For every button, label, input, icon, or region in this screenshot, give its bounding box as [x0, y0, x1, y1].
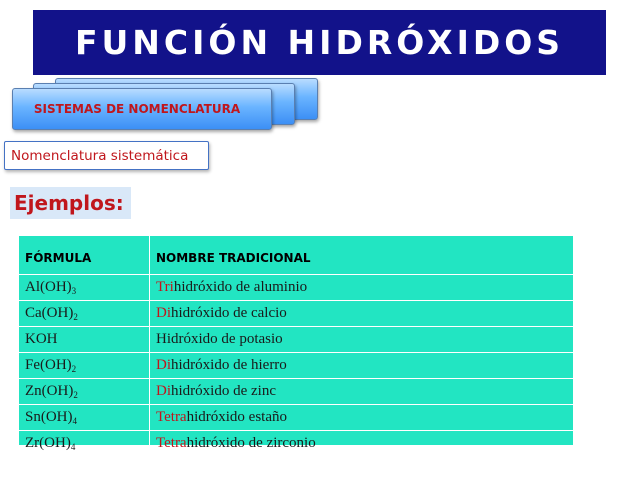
- name-cell: [150, 379, 574, 405]
- table-body: [19, 275, 573, 457]
- table-row: [19, 431, 573, 457]
- formula-base: Sn(OH): [25, 409, 73, 425]
- table-row: [19, 379, 573, 405]
- formula-subscript: 2: [71, 364, 77, 374]
- name-cell: [150, 301, 574, 327]
- name-rest: hidróxido de aluminio: [173, 279, 308, 295]
- name-prefix: Di: [156, 305, 171, 321]
- page-title: FUNCIÓN HIDRÓXIDOS: [74, 23, 565, 62]
- formula-subscript: 3: [71, 286, 77, 296]
- formula-base: Al(OH): [25, 279, 72, 295]
- formula-cell: [19, 327, 150, 353]
- nav-card-front[interactable]: [12, 88, 272, 130]
- name-prefix: Tetra: [156, 435, 187, 451]
- subtitle-box: [4, 141, 209, 170]
- name-cell: [150, 275, 574, 301]
- name-cell: [150, 405, 574, 431]
- formula-subscript: 4: [70, 442, 76, 452]
- formula-subscript: 4: [72, 416, 77, 426]
- formula-base: KOH: [25, 331, 58, 347]
- name-rest: hidróxido de calcio: [171, 305, 287, 321]
- formula-cell: [19, 431, 150, 457]
- formula-base: Fe(OH): [25, 357, 72, 373]
- header-formula: FÓRMULA: [19, 236, 150, 275]
- name-prefix: Di: [156, 357, 171, 373]
- hydroxides-table: [19, 236, 573, 452]
- formula-base: Zr(OH): [25, 435, 71, 451]
- examples-box: [10, 187, 131, 219]
- formula-base: Ca(OH): [25, 305, 74, 321]
- subtitle: Nomenclatura sistemática: [11, 147, 189, 164]
- formula-subscript: 2: [73, 312, 78, 322]
- name-rest: hidróxido estaño: [186, 409, 287, 425]
- name-cell: [150, 327, 574, 353]
- formula-subscript: 2: [73, 390, 78, 400]
- name-prefix: Tri: [156, 279, 174, 295]
- name-rest: Hidróxido de potasio: [156, 331, 283, 347]
- table-row: [19, 353, 573, 379]
- table-row: [19, 405, 573, 431]
- formula-cell: [19, 353, 150, 379]
- nav-card-label: SISTEMAS DE NOMENCLATURA: [33, 102, 241, 116]
- table-header-row: [19, 236, 573, 275]
- name-prefix: Di: [156, 383, 171, 399]
- formula-cell: [19, 405, 150, 431]
- name-rest: hidróxido de hierro: [171, 357, 287, 373]
- table-row: [19, 327, 573, 353]
- table-row: [19, 301, 573, 327]
- header-traditional-name: NOMBRE TRADICIONAL: [150, 236, 574, 275]
- examples-label: Ejemplos:: [14, 191, 124, 215]
- formula-cell: [19, 379, 150, 405]
- name-cell: [150, 353, 574, 379]
- name-rest: hidróxido de zirconio: [186, 435, 316, 451]
- formula-base: Zn(OH): [25, 383, 74, 399]
- formula-cell: [19, 275, 150, 301]
- name-prefix: Tetra: [156, 409, 187, 425]
- table-row: [19, 275, 573, 301]
- name-cell: [150, 431, 574, 457]
- name-rest: hidróxido de zinc: [171, 383, 276, 399]
- formula-cell: [19, 301, 150, 327]
- title-banner: [33, 10, 606, 75]
